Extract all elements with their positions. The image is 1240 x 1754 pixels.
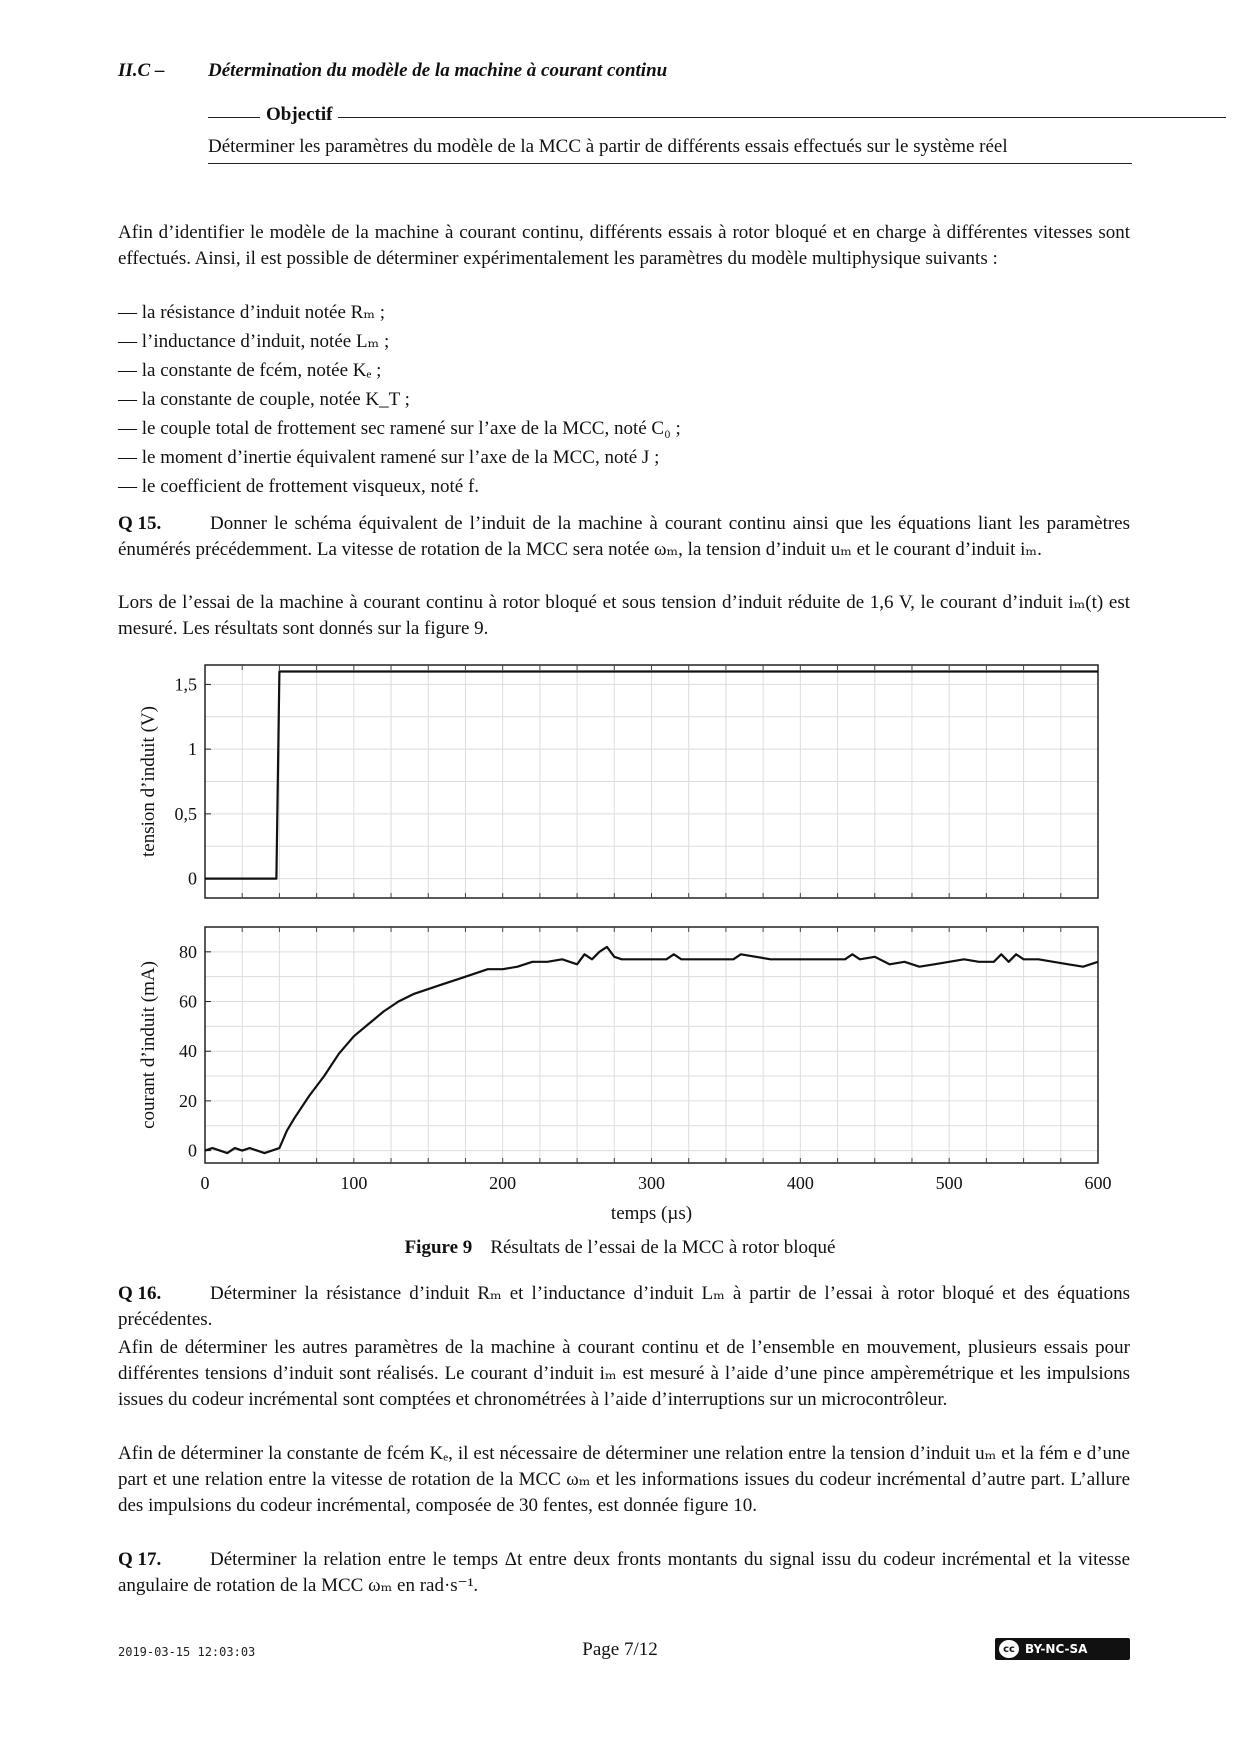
y-tick-label: 0 <box>188 1140 197 1161</box>
y-axis-label: tension d’induit (V) <box>138 706 159 857</box>
license-label: BY-NC-SA <box>1025 1642 1088 1656</box>
cc-icon: cc <box>999 1640 1019 1658</box>
paragraph-ke: Afin de déterminer la constante de fcém Kₑ, il est nécessaire de déterminer une relation entre la tension d’induit uₘ et la fém e d’une part et une relation entre la vitesse de rotation de la MCC ωₘ et les informations issues du codeur incrémental d’autre part. L’allure des impulsions du codeur incrémental, composée de 30 fentes, est donnée figure 10. <box>118 1443 1130 1516</box>
y-tick-label: 1 <box>188 739 197 760</box>
x-tick-label: 100 <box>340 1173 368 1193</box>
question-text: Déterminer la résistance d’induit Rₘ et l’inductance d’induit Lₘ à partir de l’essai à rotor bloqué et des équations précédentes. <box>118 1283 1130 1330</box>
question-17 <box>118 1547 1130 1599</box>
x-tick-label: 0 <box>200 1173 210 1193</box>
list-item: — la constante de fcém, notée Kₑ ; <box>118 360 382 381</box>
y-tick-label: 0,5 <box>174 803 197 824</box>
list-item: — l’inductance d’induit, notée Lₘ ; <box>118 331 390 352</box>
figure-label: Figure 9 <box>404 1237 473 1258</box>
intro-paragraph: Afin d’identifier le modèle de la machine à courant continu, différents essais à rotor bloqué et en charge à différentes vitesses sont effectués. Ainsi, il est possible de déterminer expérimentalement les paramètres du modèle multiphysique suivants : <box>118 222 1130 269</box>
paragraph-measures: Afin de déterminer les autres paramètres de la machine à courant continu et de l’ensemble en mouvement, plusieurs essais pour différentes tensions d’induit sont réalisés. Le courant d’induit iₘ est mesuré à l’aide d’une pince ampèremétrique et les impulsions issues du codeur incrémental sont comptées et chronométrées à l’aide d’interruptions sur un microcontrôleur. <box>118 1337 1130 1410</box>
license-badge[interactable] <box>995 1638 1130 1660</box>
page-number: Page 7/12 <box>582 1639 658 1660</box>
x-tick-label: 300 <box>638 1173 665 1193</box>
y-axis-label: courant d’induit (mA) <box>138 961 159 1129</box>
question-16 <box>118 1281 1130 1333</box>
y-tick-label: 40 <box>179 1041 197 1062</box>
question-text: Déterminer la relation entre le temps Δt entre deux fronts montants du signal issu du codeur incrémental et la vitesse angulaire de rotation de la MCC ωₘ en rad·s⁻¹. <box>118 1549 1130 1596</box>
y-tick-label: 20 <box>179 1090 197 1111</box>
list-item: — le moment d’inertie équivalent ramené sur l’axe de la MCC, noté J ; <box>118 447 660 468</box>
list-item: — le couple total de frottement sec ramené sur l’axe de la MCC, noté C₀ ; <box>118 418 681 439</box>
question-label: Q 17. <box>118 1549 162 1570</box>
question-label: Q 16. <box>118 1283 162 1304</box>
list-item: — la constante de couple, notée K_T ; <box>118 389 410 410</box>
figure-caption-text: Résultats de l’essai de la MCC à rotor bloqué <box>490 1237 836 1258</box>
y-tick-label: 1,5 <box>174 674 197 695</box>
x-tick-label: 400 <box>786 1173 814 1193</box>
question-text: Donner le schéma équivalent de l’induit de la machine à courant continu ainsi que les équations liant les paramètres énumérés précédemment. La vitesse de rotation de la MCC sera notée ωₘ, la tension d’induit uₘ et le courant d’induit iₘ. <box>118 513 1130 560</box>
footer-date: 2019-03-15 12:03:03 <box>118 1645 256 1659</box>
x-axis-label: temps (µs) <box>610 1203 693 1224</box>
section-title: Détermination du modèle de la machine à courant continu <box>208 60 668 81</box>
objective-text: Déterminer les paramètres du modèle de la MCC à partir de différents essais effectués sur le système réel <box>208 128 1132 164</box>
list-item: — la résistance d’induit notée Rₘ ; <box>118 302 386 323</box>
voltage-chart <box>138 665 1098 898</box>
y-tick-label: 80 <box>179 941 197 962</box>
x-tick-label: 200 <box>489 1173 517 1193</box>
essai-paragraph: Lors de l’essai de la machine à courant continu à rotor bloqué et sous tension d’induit réduite de 1,6 V, le courant d’induit iₘ(t) est mesuré. Les résultats sont donnés sur la figure 9. <box>118 592 1130 639</box>
figure-caption <box>0 1235 1240 1261</box>
x-tick-label: 500 <box>935 1173 963 1193</box>
list-item: — le coefficient de frottement visqueux, noté f. <box>118 476 480 497</box>
y-tick-label: 60 <box>179 991 197 1012</box>
y-tick-label: 0 <box>188 868 197 889</box>
current-chart <box>138 927 1112 1224</box>
question-label: Q 15. <box>118 513 162 534</box>
objective-label: Objectif <box>260 104 338 126</box>
section-number: II.C – <box>118 60 165 81</box>
x-tick-label: 600 <box>1084 1173 1112 1193</box>
